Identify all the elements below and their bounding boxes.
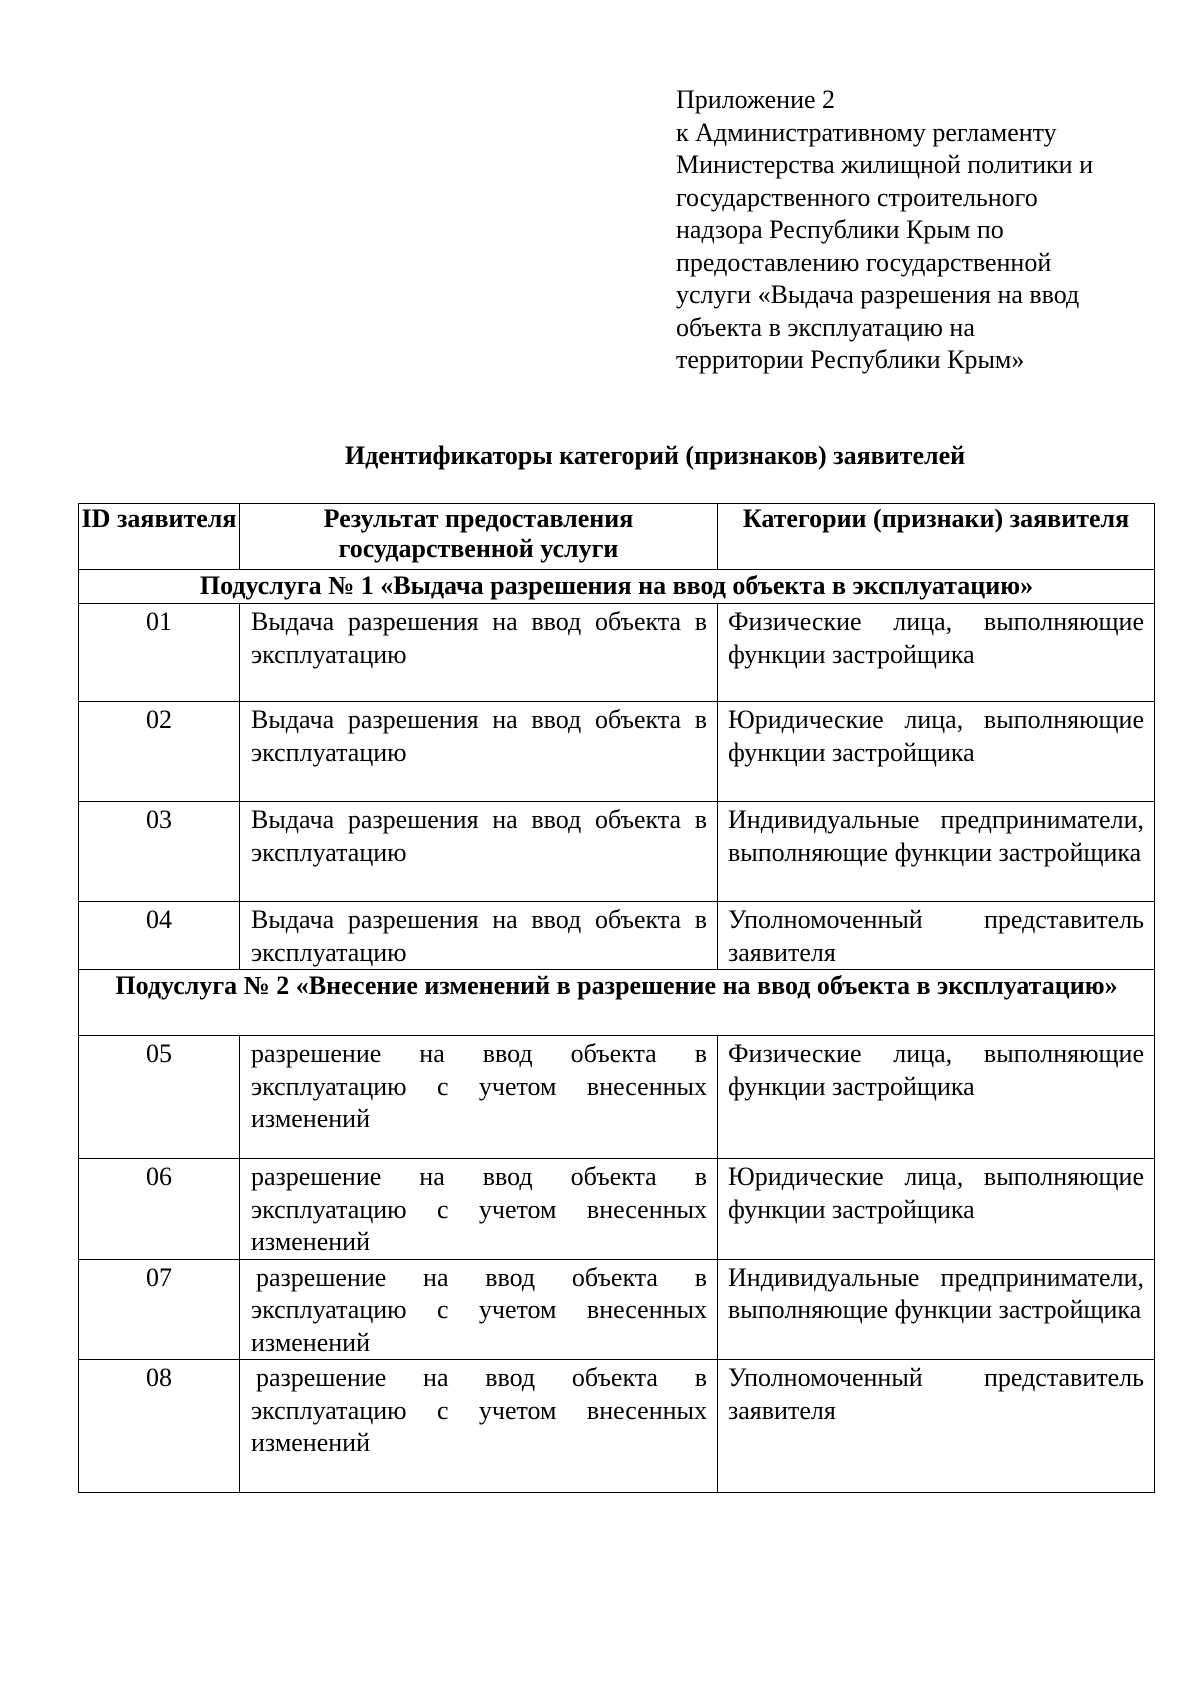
table-row: [79, 604, 1155, 702]
row-result: Выдача разрешения на ввод объекта в эксплуатацию: [240, 902, 718, 970]
table-row: [79, 1360, 1155, 1493]
row-result: Выдача разрешения на ввод объекта в эксплуатацию: [240, 604, 718, 702]
header-category: Категории (признаки) заявителя: [718, 504, 1155, 570]
table-row: [79, 802, 1155, 902]
appendix-line: территории Республики Крым»: [676, 345, 1025, 374]
table-row: [79, 1036, 1155, 1159]
row-id: 01: [79, 604, 240, 702]
subservice-row: [79, 570, 1155, 604]
table-header-row: [79, 504, 1155, 570]
subservice-1-title: Подуслуга № 1 «Выдача разрешения на ввод объекта в эксплуатацию»: [79, 570, 1155, 604]
row-category: Юридические лица, выполняющие функции застройщика: [718, 1159, 1155, 1260]
appendix-note: [676, 84, 1176, 377]
row-category: Физические лица, выполняющие функции застройщика: [718, 604, 1155, 702]
row-result: разрешение на ввод объекта в эксплуатацию с учетом внесенных изменений: [240, 1159, 718, 1260]
table-row: [79, 902, 1155, 970]
header-result: Результат предоставления государственной услуги: [240, 504, 718, 570]
appendix-line: Приложение 2: [676, 85, 836, 114]
appendix-line: к Административному регламенту: [676, 117, 1057, 147]
row-result: разрешение на ввод объекта в эксплуатацию с учетом внесенных изменений: [240, 1036, 718, 1159]
row-category: Индивидуальные предприниматели, выполняющие функции застройщика: [718, 1259, 1155, 1360]
row-result: разрешение на ввод объекта в эксплуатацию с учетом внесенных изменений: [240, 1360, 718, 1493]
row-id: 04: [79, 902, 240, 970]
appendix-line: надзора Республики Крым по: [676, 215, 1004, 244]
table-row: [79, 1259, 1155, 1360]
appendix-line: предоставлению государственной: [676, 247, 1052, 277]
document-title: Идентификаторы категорий (признаков) заявителей: [344, 441, 966, 470]
row-id: 02: [79, 702, 240, 802]
appendix-line: объекта в эксплуатацию на: [676, 312, 975, 342]
row-category: Физические лица, выполняющие функции застройщика: [718, 1036, 1155, 1159]
row-result: разрешение на ввод объекта в эксплуатацию с учетом внесенных изменений: [240, 1259, 718, 1360]
appendix-line: государственного строительного: [676, 182, 1038, 212]
row-category: Уполномоченный представитель заявителя: [718, 1360, 1155, 1493]
row-id: 05: [79, 1036, 240, 1159]
row-id: 03: [79, 802, 240, 902]
row-category: Юридические лица, выполняющие функции застройщика: [718, 702, 1155, 802]
subservice-2-title: Подуслуга № 2 «Внесение изменений в разрешение на ввод объекта в эксплуатацию»: [79, 970, 1155, 1036]
header-id: ID заявителя: [79, 504, 240, 570]
row-category: Уполномоченный представитель заявителя: [718, 902, 1155, 970]
appendix-line: Министерства жилищной политики и: [676, 150, 1093, 179]
subservice-row: [79, 970, 1155, 1036]
row-id: 07: [79, 1259, 240, 1360]
row-result: Выдача разрешения на ввод объекта в эксплуатацию: [240, 702, 718, 802]
row-result: Выдача разрешения на ввод объекта в эксплуатацию: [240, 802, 718, 902]
applicant-categories-table: [78, 503, 1155, 1493]
row-category: Индивидуальные предприниматели, выполняющие функции застройщика: [718, 802, 1155, 902]
table-row: [79, 1159, 1155, 1260]
row-id: 06: [79, 1159, 240, 1260]
table-row: [79, 702, 1155, 802]
row-id: 08: [79, 1360, 240, 1493]
appendix-line: услуги «Выдача разрешения на ввод: [676, 280, 1080, 309]
